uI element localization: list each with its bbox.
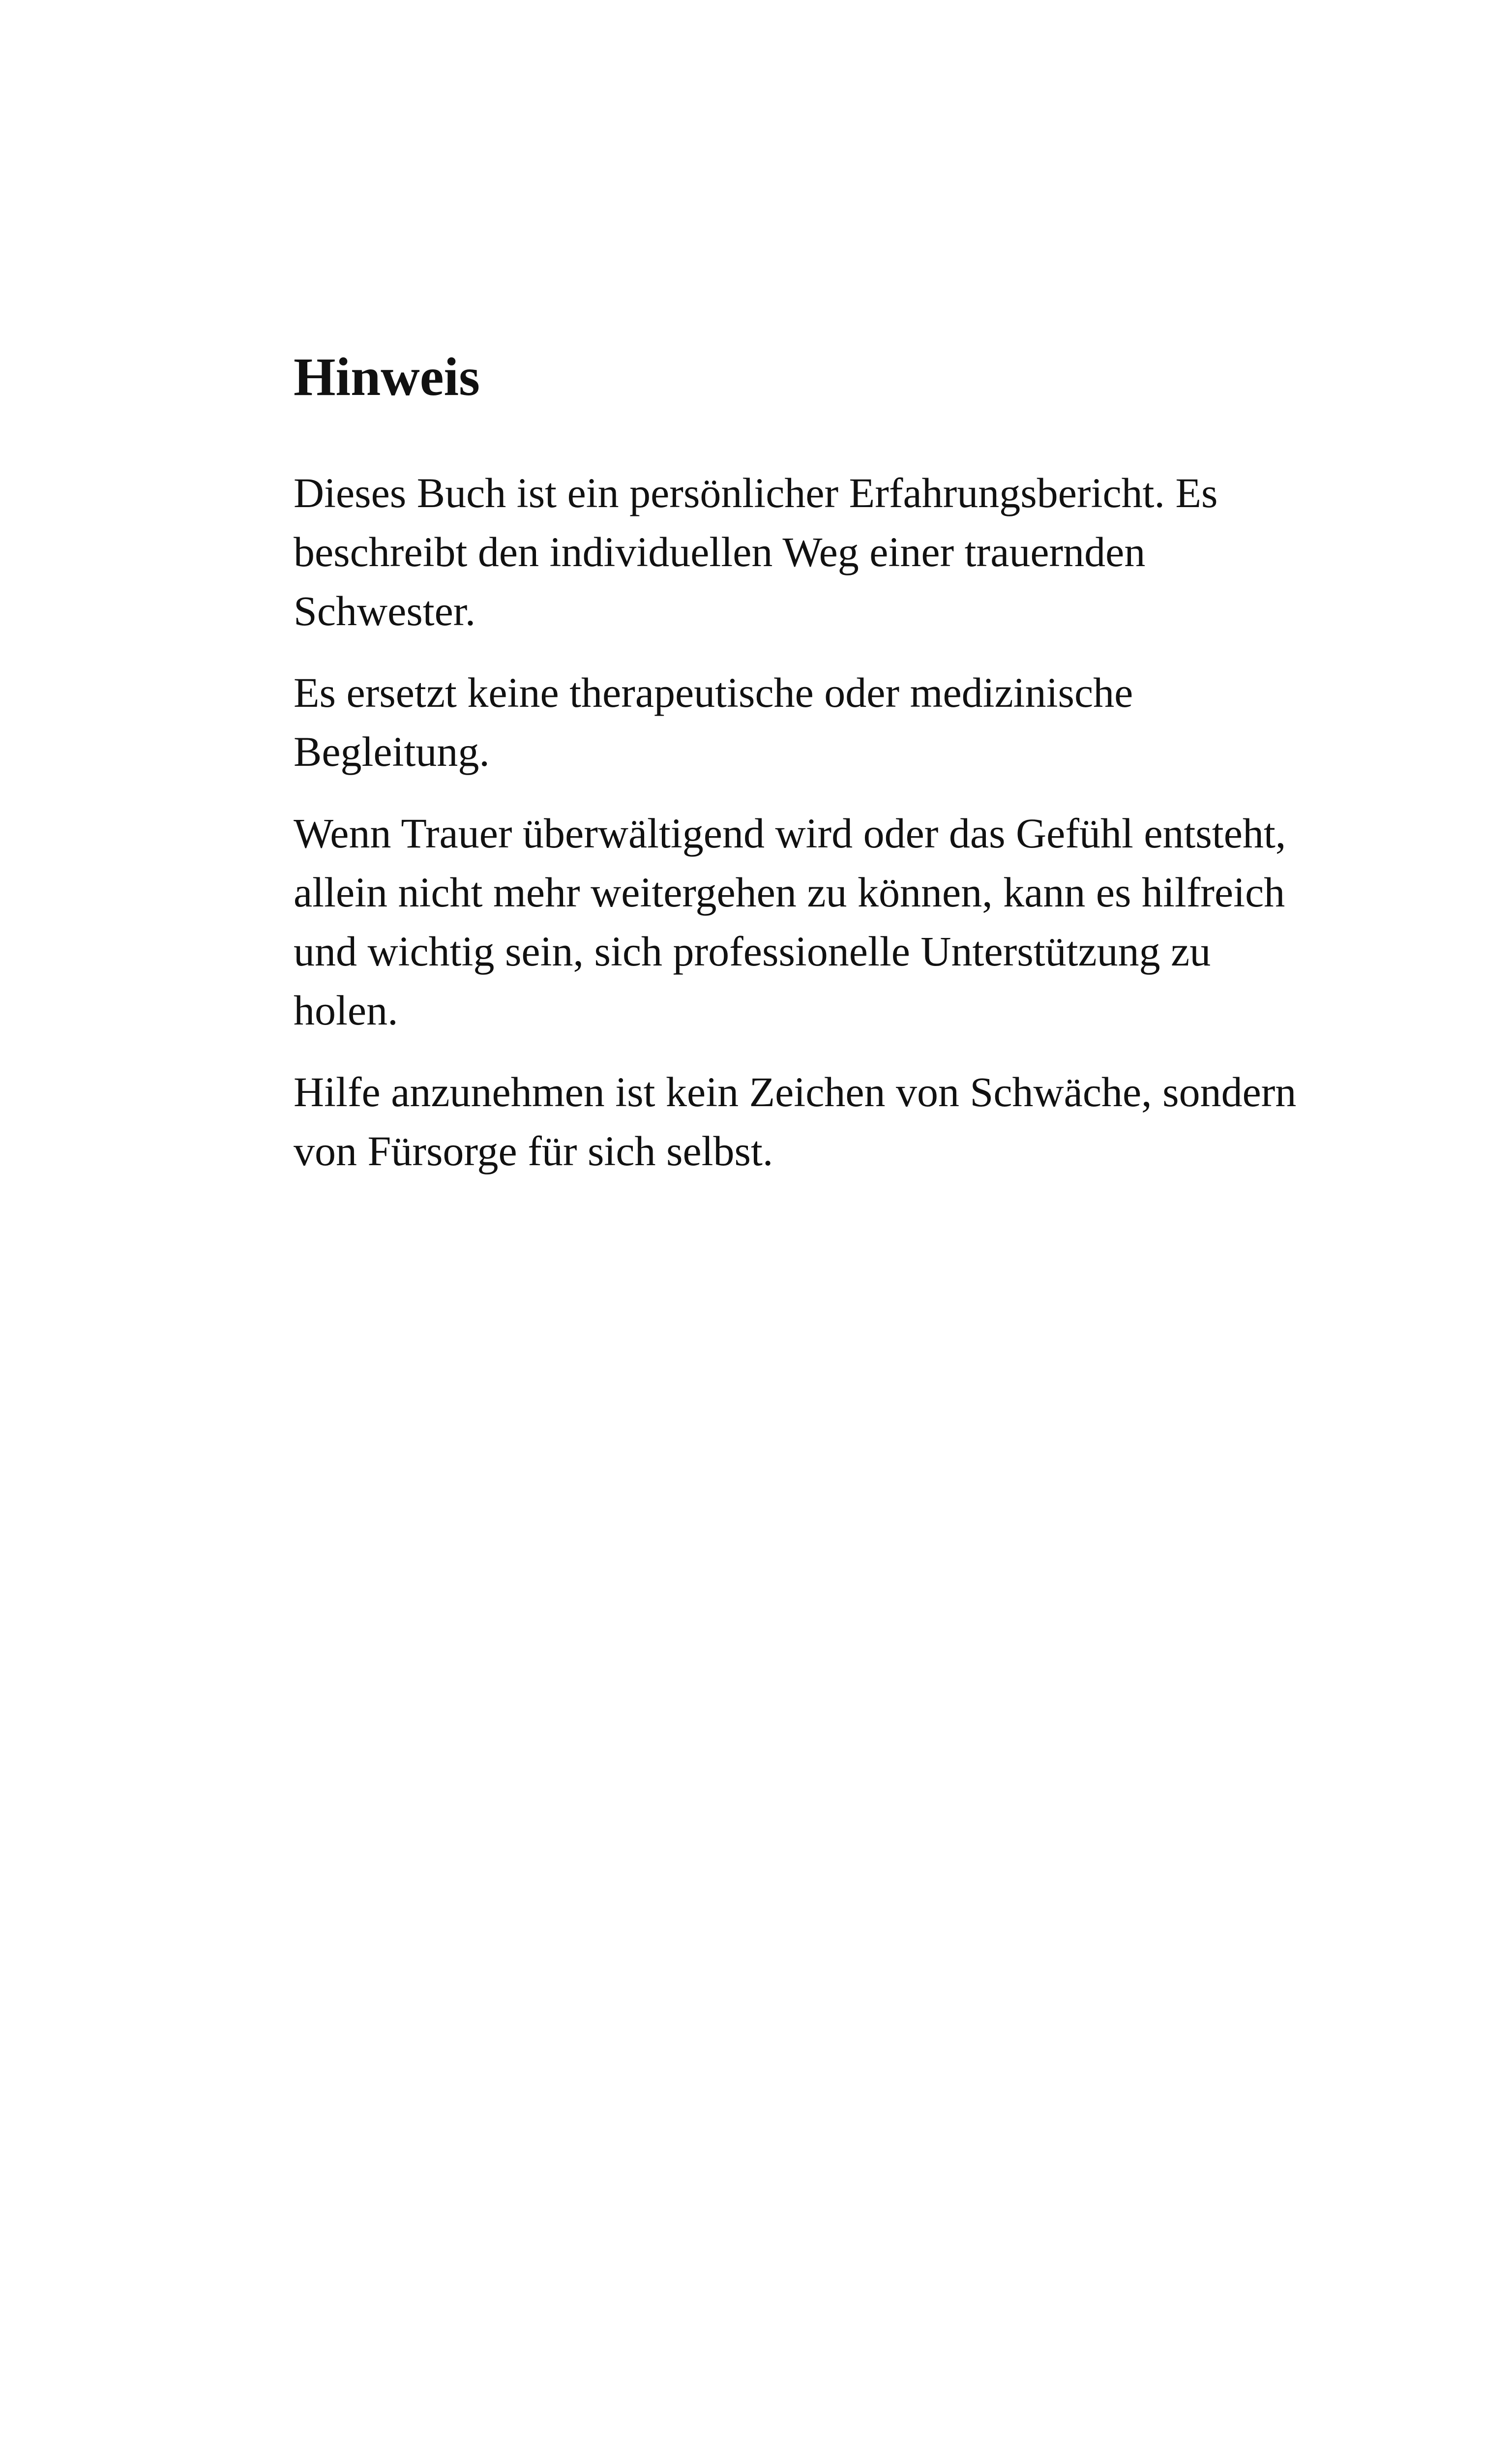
paragraph: Wenn Trauer überwältigend wird oder das Gefühl entsteht, allein nicht mehr weitergehen zu können, kann es hilfreich und wichtig sein, sich professionelle Unterstützung zu holen.	[294, 810, 1286, 1034]
notice-body	[294, 463, 1306, 1180]
paragraph: Dieses Buch ist ein persönlicher Erfahrungsbericht. Es beschreibt den individuellen Weg einer trauernden Schwester.	[294, 469, 1218, 634]
paragraph: Es ersetzt keine therapeutische oder medizinische Begleitung.	[294, 669, 1133, 775]
paragraph: Hilfe anzunehmen ist kein Zeichen von Schwäche, sondern von Fürsorge für sich selbst.	[294, 1068, 1297, 1175]
notice-section	[294, 344, 1306, 1203]
page-heading: Hinweis	[294, 347, 480, 407]
